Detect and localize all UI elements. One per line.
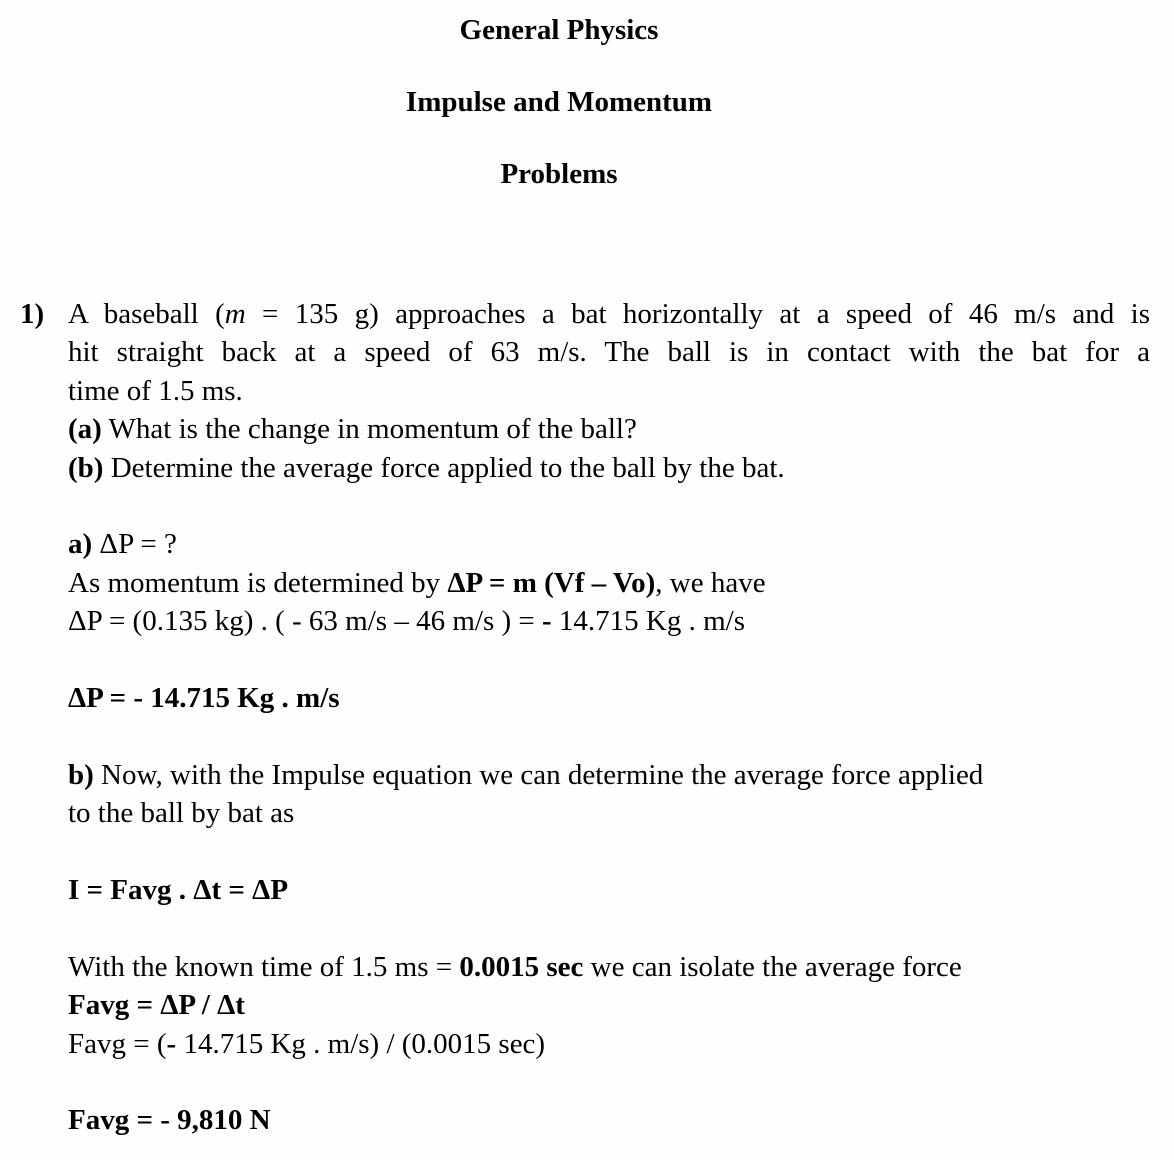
text-line — [68, 333, 1150, 371]
text-segment: ΔP = (0.135 kg) . ( - 63 m/s – 46 m/s ) = — [68, 605, 542, 638]
text-line — [68, 756, 1150, 794]
document-body — [20, 295, 1150, 1140]
text-segment: As momentum is determined by — [68, 566, 448, 599]
text-line — [68, 986, 1150, 1024]
text-segment: ΔP = - 14.715 Kg . m/s — [68, 682, 340, 715]
text-segment: Determine the average force applied to the ball by the bat. — [103, 451, 785, 484]
heading-topic: Impulse and Momentum — [405, 86, 713, 118]
text-segment: = 135 g) approaches a bat horizontally at a speed of 46 m/s and is — [245, 298, 1150, 330]
blank-line — [68, 717, 1150, 755]
text-line — [68, 372, 1150, 410]
blank-line — [68, 1063, 1150, 1101]
text-segment: With the known time of 1.5 ms = — [68, 950, 460, 983]
blank-line — [68, 833, 1150, 871]
text-segment: m — [224, 298, 246, 330]
text-segment: What is the change in momentum of the ball? — [101, 413, 637, 446]
text-line — [68, 410, 1150, 448]
heading-section: Problems — [500, 158, 618, 190]
text-segment: (a) — [68, 413, 102, 446]
text-line — [68, 794, 1150, 832]
text-segment: , we have — [655, 566, 766, 599]
text-line — [68, 564, 1150, 602]
text-segment: ΔP = m (Vf – Vo) — [447, 566, 656, 599]
text-segment: - — [542, 605, 552, 638]
text-segment: Favg = ( — [68, 1027, 167, 1060]
blank-line — [68, 487, 1150, 525]
text-segment: (b) — [68, 451, 104, 484]
text-segment: - — [166, 1027, 177, 1060]
text-segment: Favg = - 9,810 N — [68, 1104, 271, 1137]
text-segment: ΔP = ? — [92, 528, 177, 561]
text-segment: 14.715 Kg . m/s — [551, 605, 746, 638]
heading-course: General Physics — [459, 14, 659, 46]
text-segment: Now, with the Impulse equation we can determine the average force applied — [93, 758, 984, 791]
text-segment: 0.0015 sec — [459, 950, 584, 983]
problem-number: 1) — [20, 298, 45, 330]
text-segment: 14.715 Kg . m/s) / (0.0015 sec) — [176, 1027, 546, 1060]
blank-line — [68, 909, 1150, 947]
text-line — [68, 525, 1150, 563]
text-segment: a) — [68, 528, 93, 561]
text-line — [20, 295, 1150, 333]
text-line — [68, 602, 1150, 640]
text-segment: b) — [68, 758, 94, 791]
text-segment: hit straight back at a speed of 63 m/s. The ball is in contact with the bat for a — [68, 336, 1150, 369]
text-line — [68, 1025, 1150, 1063]
text-line — [68, 449, 1150, 487]
text-line — [68, 679, 1150, 717]
document-headings — [0, 11, 1118, 227]
text-line — [68, 1101, 1150, 1139]
text-segment: A baseball ( — [68, 298, 225, 330]
blank-line — [68, 641, 1150, 679]
text-line — [68, 871, 1150, 909]
text-line — [68, 948, 1150, 986]
text-segment: we can isolate the average force — [583, 950, 962, 983]
text-segment: Favg = ΔP / Δt — [68, 989, 245, 1022]
text-segment: I = Favg . Δt = ΔP — [68, 874, 289, 907]
text-segment: to the ball by bat as — [68, 797, 295, 830]
text-segment: time of 1.5 ms. — [68, 374, 243, 407]
